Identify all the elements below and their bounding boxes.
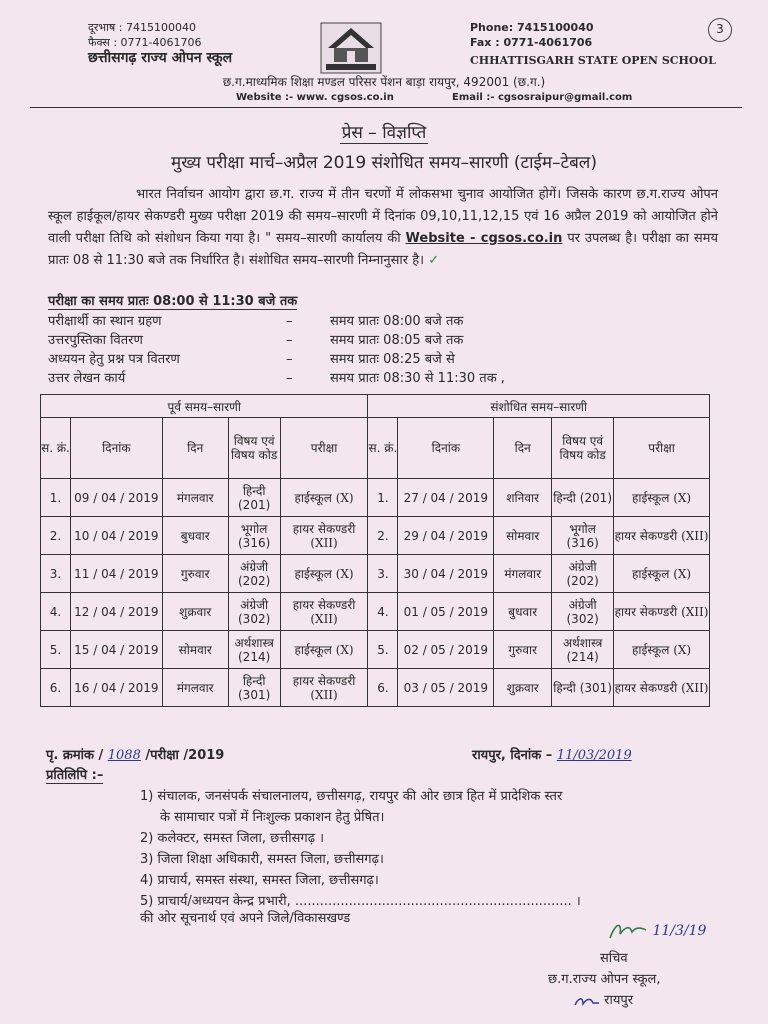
designation: सचिव bbox=[600, 951, 628, 966]
cell-old-day: मंगलवार bbox=[162, 479, 228, 517]
cell-new-day: गुरुवार bbox=[494, 631, 552, 669]
timing-row bbox=[48, 312, 568, 331]
signature-date: 11/3/19 bbox=[652, 923, 707, 939]
header-right bbox=[470, 20, 716, 68]
timing-heading: परीक्षा का समय प्रातः 08:00 से 11:30 बजे तक bbox=[48, 291, 297, 310]
city-text: रायपुर bbox=[604, 993, 634, 1008]
cell-old-date: 11 / 04 / 2019 bbox=[70, 555, 162, 593]
cell-sn: 4. bbox=[41, 593, 71, 631]
cell-new-exam: हाईस्कूल (X) bbox=[614, 555, 710, 593]
cell-old-date: 16 / 04 / 2019 bbox=[70, 669, 162, 707]
header-left bbox=[88, 20, 232, 66]
cell-new-exam: हाईस्कूल (X) bbox=[614, 479, 710, 517]
col-date: दिनांक bbox=[70, 418, 162, 479]
cell-new-subject: हिन्दी (201) bbox=[552, 479, 614, 517]
cell-new-subject: हिन्दी (301) bbox=[552, 669, 614, 707]
col-sn: स. क्रं. bbox=[41, 418, 71, 479]
cell-new-day: शुक्रवार bbox=[494, 669, 552, 707]
list-item bbox=[140, 849, 660, 870]
table-row bbox=[41, 555, 710, 593]
header-divider bbox=[30, 107, 742, 108]
cell-sn-new: 4. bbox=[368, 593, 398, 631]
place-date-prefix: रायपुर, दिनांक – bbox=[472, 748, 553, 763]
signatory-city bbox=[574, 990, 633, 1008]
cell-old-subject: अंग्रेजी (302) bbox=[228, 593, 280, 631]
group-old-header: पूर्व समय–सारणी bbox=[41, 395, 368, 418]
ref-prefix: पृ. क्रमांक / bbox=[46, 748, 104, 763]
col-subject: विषय एवं विषय कोड bbox=[228, 418, 280, 479]
table-row bbox=[41, 517, 710, 555]
timing-value: समय प्रातः 08:05 बजे तक bbox=[330, 333, 464, 348]
press-release-title-text: प्रेस – विज्ञप्ति bbox=[341, 123, 427, 143]
timing-label: उत्तरपुस्तिका वितरण bbox=[48, 333, 143, 348]
list-item bbox=[140, 870, 660, 891]
col-exam: परीक्षा bbox=[280, 418, 368, 479]
cell-old-exam: हाईस्कूल (X) bbox=[280, 555, 368, 593]
cell-new-subject: अंग्रेजी (202) bbox=[552, 555, 614, 593]
cell-sn-new: 3. bbox=[368, 555, 398, 593]
copy-list bbox=[140, 786, 660, 912]
cell-new-exam: हायर सेकण्डरी (XII) bbox=[614, 669, 710, 707]
ref-suffix: /परीक्षा /2019 bbox=[145, 748, 225, 763]
timing-list bbox=[48, 312, 568, 388]
cell-sn: 5. bbox=[41, 631, 71, 669]
timing-value: समय प्रातः 08:30 से 11:30 तक , bbox=[330, 371, 505, 386]
group-new-header: संशोधित समय–सारणी bbox=[368, 395, 710, 418]
paragraph-part1: भारत निर्वाचन आयोग द्वारा छ.ग. राज्य में तीन चरणों में लोकसभा चुनाव आयोजित होगें। जिसके कारण छ.ग.राज्य ओपन स्कूल हाईकूल/हायर सेकण्डरी मुख्य परीक्षा 2019 की समय–सारणी में दिनांक 09,10,11,12,15 एवं 16 अप्रैल 2019 को आयोजित होने वाली परीक्षा तिथि को संशोधन किया गया है। " समय–सारणी कार्यालय की bbox=[48, 187, 718, 246]
page-corner-mark: 3 bbox=[708, 18, 732, 42]
place-date bbox=[472, 745, 632, 763]
cell-new-exam: हायर सेकण्डरी (XII) bbox=[614, 517, 710, 555]
list-number: 2) bbox=[140, 831, 154, 846]
col-date-new: दिनांक bbox=[398, 418, 494, 479]
cell-old-day: गुरुवार bbox=[162, 555, 228, 593]
list-number: 1) bbox=[140, 789, 154, 804]
list-number: 4) bbox=[140, 873, 154, 888]
cell-new-subject: भूगोल (316) bbox=[552, 517, 614, 555]
cell-old-day: शुक्रवार bbox=[162, 593, 228, 631]
cell-old-date: 15 / 04 / 2019 bbox=[70, 631, 162, 669]
header-right-phone: Phone: 7415100040 bbox=[470, 21, 594, 34]
cell-new-date: 02 / 05 / 2019 bbox=[398, 631, 494, 669]
school-logo-icon bbox=[320, 22, 382, 74]
cell-new-day: मंगलवार bbox=[494, 555, 552, 593]
table-row bbox=[41, 669, 710, 707]
cell-sn-new: 5. bbox=[368, 631, 398, 669]
header-address: छ.ग.माध्यमिक शिक्षा मण्डल परिसर पेंशन बाड़ा रायपुर, 492001 (छ.ग.) bbox=[222, 75, 546, 89]
col-subject-new: विषय एवं विषय कोड bbox=[552, 418, 614, 479]
cell-new-day: बुधवार bbox=[494, 593, 552, 631]
cell-new-date: 30 / 04 / 2019 bbox=[398, 555, 494, 593]
header-right-fax: Fax : 0771-4061706 bbox=[470, 36, 593, 49]
cell-old-subject: अंग्रेजी (202) bbox=[228, 555, 280, 593]
cell-old-day: मंगलवार bbox=[162, 669, 228, 707]
timing-row bbox=[48, 369, 568, 388]
closing-line: की ओर सूचनार्थ एवं अपने जिले/विकासखण्ड bbox=[140, 911, 351, 926]
table-row bbox=[41, 479, 710, 517]
cell-old-subject: भूगोल (316) bbox=[228, 517, 280, 555]
cell-sn: 1. bbox=[41, 479, 71, 517]
header-email: Email :- cgsosraipur@gmail.com bbox=[452, 92, 633, 103]
list-text: कलेक्टर, समस्त जिला, छत्तीसगढ़ । bbox=[157, 831, 325, 846]
reference-number bbox=[46, 745, 224, 763]
cell-new-subject: अर्थशास्त्र (214) bbox=[552, 631, 614, 669]
timing-row bbox=[48, 350, 568, 369]
header-left-phone: दूरभाष : 7415100040 bbox=[88, 21, 196, 34]
header-website: Website :- www. cgsos.co.in bbox=[236, 92, 394, 103]
cell-new-exam: हाईस्कूल (X) bbox=[614, 631, 710, 669]
paragraph-website: Website - cgsos.co.in bbox=[405, 231, 563, 246]
cell-old-exam: हाईस्कूल (X) bbox=[280, 479, 368, 517]
notice-paragraph bbox=[48, 184, 718, 272]
cell-new-date: 01 / 05 / 2019 bbox=[398, 593, 494, 631]
cell-old-exam: हाईस्कूल (X) bbox=[280, 631, 368, 669]
cell-sn-new: 1. bbox=[368, 479, 398, 517]
cell-new-date: 03 / 05 / 2019 bbox=[398, 669, 494, 707]
timing-dash: – bbox=[286, 333, 293, 348]
col-day-new: दिन bbox=[494, 418, 552, 479]
ref-number-handwritten: 1088 bbox=[107, 748, 141, 763]
list-text: संचालक, जनसंपर्क संचालनालय, छत्तीसगढ़, रायपुर की ओर छात्र हित में प्रादेशिक स्तर bbox=[157, 789, 563, 804]
col-exam-new: परीक्षा bbox=[614, 418, 710, 479]
cell-new-date: 29 / 04 / 2019 bbox=[398, 517, 494, 555]
list-item-continuation: के सामाचार पत्रों में निःशुल्क प्रकाशन हेतु प्रेषित। bbox=[160, 810, 385, 825]
signature-scribble-icon bbox=[608, 920, 648, 942]
timing-dash: – bbox=[286, 352, 293, 367]
signatory-org: छ.ग.राज्य ओपन स्कूल, bbox=[548, 972, 661, 987]
table-row bbox=[41, 631, 710, 669]
list-item bbox=[140, 828, 660, 849]
cell-new-day: सोमवार bbox=[494, 517, 552, 555]
paragraph-part2: पर उपलब्ध है। परीक्षा का समय प्रातः 08 से 11:30 बजे तक निर्धारित है। संशोधित समय–सारणी निम्नानुसार है। bbox=[48, 231, 718, 268]
timing-label: अध्ययन हेतु प्रश्न पत्र वितरण bbox=[48, 352, 180, 367]
table-row bbox=[41, 593, 710, 631]
cell-old-day: सोमवार bbox=[162, 631, 228, 669]
date-handwritten: 11/03/2019 bbox=[556, 748, 632, 763]
timetable-title: मुख्य परीक्षा मार्च–अप्रैल 2019 संशोधित समय–सारणी (टाईम–टेबल) bbox=[171, 153, 597, 173]
list-text: प्राचार्य/अध्ययन केन्द्र प्रभारी, ................................................................... । bbox=[157, 894, 581, 909]
cell-old-subject: हिन्दी (301) bbox=[228, 669, 280, 707]
timing-value: समय प्रातः 08:25 बजे से bbox=[330, 352, 455, 367]
col-sn-new: स. क्रं. bbox=[368, 418, 398, 479]
cell-old-exam: हायर सेकण्डरी (XII) bbox=[280, 669, 368, 707]
list-item bbox=[140, 786, 660, 807]
header-left-org: छत्तीसगढ़ राज्य ओपन स्कूल bbox=[88, 50, 233, 66]
copy-heading: प्रतिलिपि :– bbox=[46, 765, 103, 784]
press-release-title bbox=[0, 120, 768, 143]
cell-old-subject: हिन्दी (201) bbox=[228, 479, 280, 517]
cell-new-exam: हायर सेकण्डरी (XII) bbox=[614, 593, 710, 631]
cell-old-exam: हायर सेकण्डरी (XII) bbox=[280, 517, 368, 555]
timing-value: समय प्रातः 08:00 बजे तक bbox=[330, 314, 464, 329]
cell-old-date: 09 / 04 / 2019 bbox=[70, 479, 162, 517]
cell-new-date: 27 / 04 / 2019 bbox=[398, 479, 494, 517]
timing-dash: – bbox=[286, 314, 293, 329]
timing-dash: – bbox=[286, 371, 293, 386]
cell-sn: 3. bbox=[41, 555, 71, 593]
cell-sn: 6. bbox=[41, 669, 71, 707]
header-right-org: CHHATTISGARH STATE OPEN SCHOOL bbox=[470, 54, 716, 67]
list-number: 3) bbox=[140, 852, 154, 867]
cell-old-exam: हायर सेकण्डरी (XII) bbox=[280, 593, 368, 631]
cell-sn-new: 2. bbox=[368, 517, 398, 555]
cell-old-day: बुधवार bbox=[162, 517, 228, 555]
cell-new-subject: अंग्रेजी (302) bbox=[552, 593, 614, 631]
cell-sn-new: 6. bbox=[368, 669, 398, 707]
cell-old-date: 12 / 04 / 2019 bbox=[70, 593, 162, 631]
timing-label: परीक्षार्थी का स्थान ग्रहण bbox=[48, 314, 162, 329]
list-text: प्राचार्य, समस्त संस्था, समस्त जिला, छत्तीसगढ़। bbox=[157, 873, 379, 888]
list-number: 5) bbox=[140, 894, 154, 909]
check-mark-icon: ✓ bbox=[428, 253, 440, 268]
header-left-fax: फैक्स : 0771-4061706 bbox=[88, 36, 202, 49]
cell-sn: 2. bbox=[41, 517, 71, 555]
timing-label: उत्तर लेखन कार्य bbox=[48, 371, 126, 386]
cell-old-subject: अर्थशास्त्र (214) bbox=[228, 631, 280, 669]
timing-row bbox=[48, 331, 568, 350]
cell-new-day: शनिवार bbox=[494, 479, 552, 517]
list-text: जिला शिक्षा अधिकारी, समस्त जिला, छत्तीसगढ़। bbox=[157, 852, 384, 867]
initials-scribble-icon bbox=[574, 995, 600, 1007]
timetable bbox=[40, 394, 710, 707]
col-day: दिन bbox=[162, 418, 228, 479]
signature bbox=[608, 920, 706, 942]
cell-old-date: 10 / 04 / 2019 bbox=[70, 517, 162, 555]
